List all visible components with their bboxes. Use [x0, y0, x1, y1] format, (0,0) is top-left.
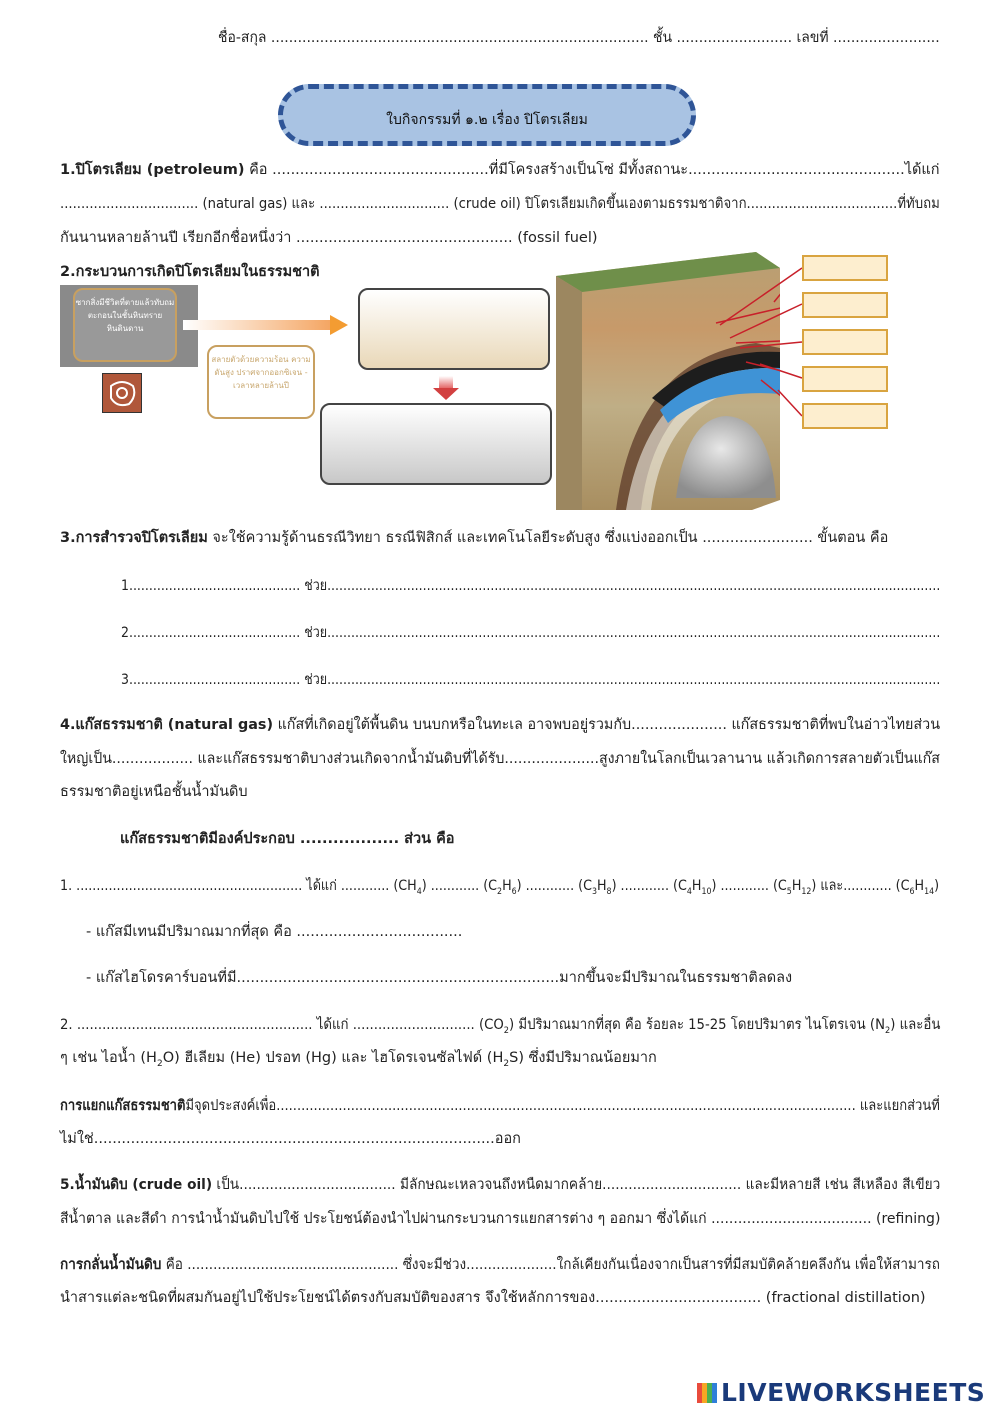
page-title: ใบกิจกรรมที่ ๑.๒ เรื่อง ปิโตรเลียม — [386, 112, 588, 128]
s4-line-3: ธรรมชาติอยู่เหนือชั้นน้ำมันดิบ — [60, 784, 248, 800]
s3-item-3: 3........................................... ช่วย.......................................................................................................................................................... — [121, 672, 941, 688]
liveworksheets-logo: LIVEWORKSHEETS — [697, 1378, 985, 1407]
title-banner — [278, 84, 696, 146]
process-card-conditions: สลายตัวด้วยความร้อน ความดันสูง ปราศจากออกซิเจน - เวลาหลายล้านปี — [207, 345, 315, 419]
logo-icon — [697, 1383, 717, 1403]
label-leader-lines — [700, 260, 804, 430]
s1-line-2: ................................. (natural gas) และ ............................... (crude oil) ปิโตรเลียมเกิดขึ้นเองตามธรรมชาติจาก....................................ที่ทับถม — [60, 196, 940, 212]
s4-component-1: 1. ........................................................ ได้แก่ ............ $(CH_4)$ ............ $(C_2H_6)$ ............ $(C_3H_8)$ ............ $(C_4H_{10})$ ............ $(C_5H_{12})$ และ............ $(C_6H_{14})$ — [60, 878, 940, 897]
s2-heading: 2.กระบวนการเกิดปิโตรเลียมในธรรมชาติ — [60, 264, 320, 280]
s5-distillation-line-2: นำสารแต่ละชนิดที่ผสมกันอยู่ไปใช้ประโยชน์ได้ตรงกับสมบัติของสาร จึงใช้หลักการของ.................................... (fractional distillation) — [60, 1290, 926, 1306]
answer-card-1[interactable] — [358, 288, 550, 370]
process-arrow-shaft — [183, 320, 333, 330]
arrow-right-icon — [330, 315, 348, 335]
layer-label-field-5[interactable] — [802, 403, 888, 429]
fossil-icon — [102, 373, 142, 413]
s1-line-3: กันนานหลายล้านปี เรียกอีกชื่อหนึ่งว่า ............................................... (fossil fuel) — [60, 230, 598, 246]
s4-component-2-line-2: ๆ เช่น ไอน้ำ $(H_2O)$ ฮีเลียม (He) ปรอท (Hg) และ ไฮโดรเจนซัลไฟด์ $(H_2S)$ ซึ่งมีปริมาณน้อยมาก — [60, 1050, 657, 1069]
s3-heading: 3.การสำรวจปิโตรเลียม จะใช้ความรู้ด้านธรณีวิทยา ธรณีฟิสิกส์ และเทคโนโลยีระดับสูง ซึ่งแบ่งออกเป็น ........................ ขั้นตอน คือ — [60, 530, 889, 546]
s5-line-1: 5.น้ำมันดิบ (crude oil) เป็น.................................... มีลักษณะเหลวจนถึงหนืดมากคล้าย................................ และมีหลายสี เช่น สีเหลือง สีเขียว — [60, 1177, 941, 1193]
s1-line-1: 1.ปิโตรเลียม (petroleum) คือ ...............................................ที่มีโครงสร้างเป็นโซ่ มีทั้งสถานะ...............................................ได้แก่ — [60, 162, 940, 178]
s4-component-2: 2. ........................................................ ได้แก่ ............................. $(CO_2)$ มีปริมาณมากที่สุด คือ ร้อยละ 15-25 โดยปริมาตร ไนโตรเจน $(N_2)$ และอื่น — [60, 1017, 941, 1036]
s4-line-2: ใหญ่เป็น.................. และแก๊สธรรมชาติบางส่วนเกิดจากน้ำมันดิบที่ได้รับ.....................สูงภายในโลกเป็นเวลานาน แล้วเกิดการสลายตัวเป็นแก๊ส — [60, 751, 940, 767]
process-card-remains: ซากสิ่งมีชีวิตที่ตายแล้วทับถม ตะกอนในชั้นหินทราย หินดินดาน — [73, 288, 177, 362]
name-class-number-line: ชื่อ-สกุล ..................................................................................... ชั้น .......................... เลขที่ ........................ — [218, 30, 940, 46]
answer-card-2[interactable] — [320, 403, 552, 485]
s4-methane-line: - แก๊สมีเทนมีปริมาณมากที่สุด คือ .................................... — [86, 924, 463, 940]
answer-field-petroleum-definition[interactable] — [268, 156, 440, 178]
s4-hydrocarbon-line: - แก๊สไฮโดรคาร์บอนที่มี......................................................................มากขึ้นจะมีปริมาณในธรรมชาติลดลง — [86, 970, 793, 986]
s5-line-2: สีน้ำตาล และสีดำ การนำน้ำมันดิบไปใช้ ประโยชน์ต้องนำไปผ่านกระบวนการแยกสารต่าง ๆ ออกมา ซึ่งได้แก่ .................................... (refining) — [60, 1211, 941, 1227]
arrow-down-icon — [433, 388, 459, 400]
layer-label-field-3[interactable] — [802, 329, 888, 355]
s3-item-2: 2........................................... ช่วย.......................................................................................................................................................... — [121, 625, 941, 641]
s4-line-1: 4.แก๊สธรรมชาติ (natural gas) แก๊สที่เกิดอยู่ใต้พื้นดิน บนบกหรือในทะเล อาจพบอยู่รวมกับ..................... แก๊สธรรมชาติที่พบในอ่าวไทยส่วน — [60, 717, 941, 733]
s5-distillation-line-1: การกลั่นน้ำมันดิบ คือ ................................................. ซึ่งจะมีช่วง.....................ใกล้เคียงกันเนื่องจากเป็นสารที่มีสมบัติคล้ายคลึงกัน เพื่อให้สามารถ — [60, 1257, 941, 1273]
s4-separation-line-1: การแยกแก๊สธรรมชาติมีจุดประสงค์เพื่อ............................................................................................................................................ และแยกส่วนที่ — [60, 1098, 940, 1114]
s4-composition-heading: แก๊สธรรมชาติมีองค์ประกอบ .................. ส่วน คือ — [120, 831, 455, 847]
layer-label-field-2[interactable] — [802, 292, 888, 318]
s4-separation-line-2: ไม่ใช่.......................................................................................ออก — [60, 1131, 521, 1147]
layer-label-field-1[interactable] — [802, 255, 888, 281]
s3-item-1: 1........................................... ช่วย.......................................................................................................................................................... — [121, 578, 941, 594]
layer-label-field-4[interactable] — [802, 366, 888, 392]
